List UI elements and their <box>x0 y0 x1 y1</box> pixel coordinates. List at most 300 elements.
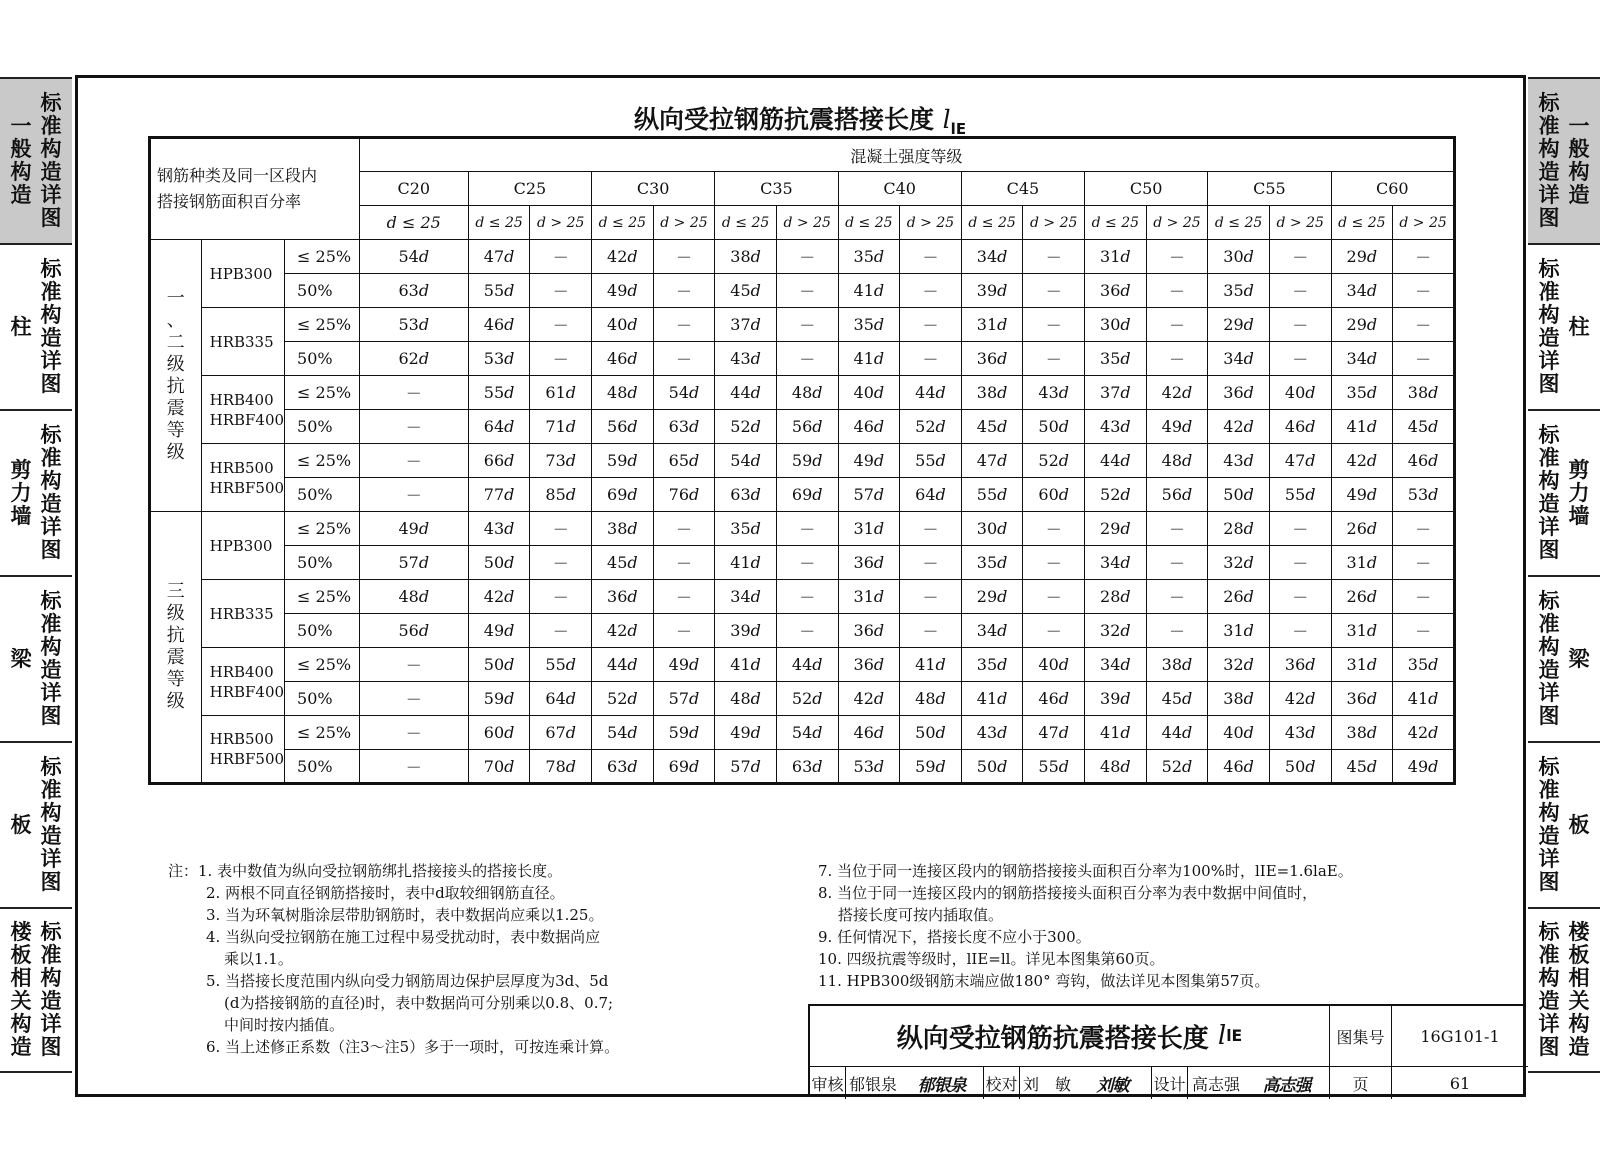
lap-value-cell: 41d <box>961 682 1023 716</box>
review-label: 审核 <box>810 1067 846 1099</box>
lap-value-cell: － <box>359 682 468 716</box>
lap-value-cell: 48d <box>715 682 777 716</box>
lap-value-cell: － <box>653 308 715 342</box>
lap-value-cell: － <box>530 614 592 648</box>
right-sidebar-tab-5[interactable] <box>1528 907 1600 1073</box>
lap-value-cell: 37d <box>1085 376 1147 410</box>
lap-value-cell: 46d <box>1393 444 1455 478</box>
lap-value-cell: 47d <box>1269 444 1331 478</box>
lap-value-cell: 46d <box>1208 750 1270 784</box>
lap-length-table <box>148 136 1456 785</box>
note-line: 2. 两根不同直径钢筋搭接时，表中d取较细钢筋直径。 <box>206 884 565 902</box>
left-sidebar <box>0 77 72 1073</box>
lap-value-cell: 48d <box>1085 750 1147 784</box>
lap-value-cell: － <box>776 308 838 342</box>
percentage-cell: 50% <box>285 274 360 308</box>
steel-type <box>201 716 284 784</box>
lap-value-cell: 40d <box>838 376 900 410</box>
diameter-condition: d > 25 <box>1023 206 1085 240</box>
lap-value-cell: 52d <box>1146 750 1208 784</box>
lap-value-cell: 50d <box>468 546 530 580</box>
percentage-cell: 50% <box>285 478 360 512</box>
lap-value-cell: 44d <box>900 376 962 410</box>
percentage-cell: 50% <box>285 750 360 784</box>
lap-value-cell: 42d <box>468 580 530 614</box>
lap-value-cell: 50d <box>1208 478 1270 512</box>
percentage-cell: ≤ 25% <box>285 716 360 750</box>
lap-value-cell: － <box>1269 342 1331 376</box>
lap-value-cell: 64d <box>468 410 530 444</box>
right-sidebar <box>1528 77 1600 1073</box>
left-sidebar-tab-3[interactable] <box>0 575 72 741</box>
lap-value-cell: 49d <box>1393 750 1455 784</box>
right-sidebar-tab-1[interactable] <box>1528 243 1600 409</box>
lap-value-cell: － <box>359 376 468 410</box>
lap-value-cell: － <box>900 512 962 546</box>
diameter-condition: d > 25 <box>1393 206 1455 240</box>
lap-value-cell: 78d <box>530 750 592 784</box>
grade-header: C20 <box>359 172 468 206</box>
lap-value-cell: 32d <box>1208 546 1270 580</box>
lap-value-cell: 49d <box>1146 410 1208 444</box>
lap-value-cell: 54d <box>653 376 715 410</box>
lap-value-cell: － <box>359 716 468 750</box>
lap-value-cell: － <box>1023 240 1085 274</box>
lap-value-cell: － <box>776 274 838 308</box>
left-sidebar-tab-1[interactable] <box>0 243 72 409</box>
lap-value-cell: 39d <box>1085 682 1147 716</box>
lap-value-cell: 44d <box>715 376 777 410</box>
lap-value-cell: 54d <box>776 716 838 750</box>
lap-value-cell: 29d <box>961 580 1023 614</box>
note-line: 4. 当纵向受拉钢筋在施工过程中易受扰动时，表中数据尚应 <box>206 928 601 946</box>
right-sidebar-tab-label: 板 <box>1568 812 1590 837</box>
lap-value-cell: 47d <box>468 240 530 274</box>
lap-value-cell: － <box>1146 308 1208 342</box>
diameter-condition: d > 25 <box>530 206 592 240</box>
grade-header: C35 <box>715 172 838 206</box>
diameter-condition: d > 25 <box>1146 206 1208 240</box>
lap-value-cell: － <box>653 274 715 308</box>
lap-value-cell: 63d <box>592 750 654 784</box>
steel-name: HPB300 <box>209 264 273 283</box>
lap-value-cell: 43d <box>715 342 777 376</box>
designer-name: 高志强 <box>1191 1074 1240 1094</box>
lap-value-cell: － <box>653 614 715 648</box>
lap-value-cell: － <box>1146 614 1208 648</box>
lap-value-cell: 40d <box>1023 648 1085 682</box>
percentage-cell: ≤ 25% <box>285 580 360 614</box>
page-number: 61 <box>1449 1073 1471 1093</box>
left-sidebar-tab-label: 标 准 构 造 详 图 <box>40 755 62 894</box>
lap-value-cell: 57d <box>653 682 715 716</box>
check-label: 校对 <box>984 1067 1020 1099</box>
lap-value-cell: 34d <box>1085 648 1147 682</box>
lap-value-cell: 42d <box>1146 376 1208 410</box>
lap-value-cell: 52d <box>1023 444 1085 478</box>
diameter-condition: d > 25 <box>653 206 715 240</box>
note-line: 3. 当为环氧树脂涂层带肋钢筋时，表中数据尚应乘以1.25。 <box>206 906 604 924</box>
lap-value-cell: 34d <box>715 580 777 614</box>
lap-value-cell: － <box>1269 308 1331 342</box>
lap-value-cell: － <box>1146 512 1208 546</box>
lap-value-cell: 29d <box>1208 308 1270 342</box>
lap-value-cell: － <box>530 512 592 546</box>
lap-value-cell: 40d <box>1208 716 1270 750</box>
lap-value-cell: 49d <box>359 512 468 546</box>
lap-value-cell: 71d <box>530 410 592 444</box>
lap-value-cell: 42d <box>1331 444 1393 478</box>
steel-type <box>201 580 284 648</box>
design-label: 设计 <box>1152 1067 1188 1099</box>
lap-value-cell: － <box>359 410 468 444</box>
lap-value-cell: 52d <box>592 682 654 716</box>
lap-value-cell: － <box>1023 580 1085 614</box>
lap-value-cell: － <box>776 342 838 376</box>
lap-value-cell: － <box>1393 512 1455 546</box>
left-sidebar-tab-label: 标 准 构 造 详 图 <box>40 91 62 230</box>
lap-value-cell: 32d <box>1208 648 1270 682</box>
lap-value-cell: － <box>1023 614 1085 648</box>
seismic-grade-label: 一 、 二 级 抗 震 等 级 <box>150 240 202 512</box>
left-sidebar-tab-label: 一 般 构 造 <box>10 114 32 207</box>
lap-value-cell: 44d <box>1085 444 1147 478</box>
lap-value-cell: 41d <box>838 274 900 308</box>
lap-value-cell: 63d <box>776 750 838 784</box>
lap-value-cell: － <box>1393 546 1455 580</box>
lap-value-cell: 52d <box>715 410 777 444</box>
lap-value-cell: 29d <box>1331 308 1393 342</box>
lap-value-cell: 48d <box>776 376 838 410</box>
lap-value-cell: 31d <box>961 308 1023 342</box>
steel-name: HRB500 HRBF500 <box>209 730 285 768</box>
right-sidebar-tab-label: 标 准 构 造 详 图 <box>1538 91 1560 230</box>
lap-value-cell: － <box>653 342 715 376</box>
lap-value-cell: 36d <box>961 342 1023 376</box>
lap-value-cell: － <box>1146 546 1208 580</box>
lap-value-cell: 64d <box>530 682 592 716</box>
lap-value-cell: 42d <box>1208 410 1270 444</box>
percentage-cell: 50% <box>285 342 360 376</box>
lap-value-cell: 42d <box>1393 716 1455 750</box>
lap-value-cell: 49d <box>653 648 715 682</box>
right-sidebar-tab-label: 梁 <box>1568 646 1590 671</box>
lap-value-cell: － <box>1269 240 1331 274</box>
lap-value-cell: 50d <box>1269 750 1331 784</box>
atlas-label: 图集号 <box>1330 1006 1392 1067</box>
lap-value-cell: － <box>1393 308 1455 342</box>
lap-value-cell: － <box>1023 546 1085 580</box>
lap-value-cell: － <box>1023 342 1085 376</box>
lap-value-cell: 59d <box>900 750 962 784</box>
lap-value-cell: 30d <box>1085 308 1147 342</box>
table-row <box>150 682 1455 716</box>
lap-value-cell: － <box>359 750 468 784</box>
lap-value-cell: － <box>530 240 592 274</box>
lap-value-cell: 31d <box>838 512 900 546</box>
note-line: (d为搭接钢筋的直径)时，表中数据尚可分别乘以0.8、0.7; <box>224 994 614 1012</box>
lap-value-cell: 55d <box>1023 750 1085 784</box>
page-title: 纵向受拉钢筋抗震搭接长度 $l_{lE}$ <box>633 105 967 138</box>
lap-value-cell: 59d <box>468 682 530 716</box>
corner-line: 搭接钢筋面积百分率 <box>157 192 302 211</box>
lap-value-cell: 38d <box>592 512 654 546</box>
lap-value-cell: 54d <box>715 444 777 478</box>
steel-type <box>201 240 284 308</box>
percentage-cell: ≤ 25% <box>285 308 360 342</box>
lap-value-cell: － <box>900 342 962 376</box>
lap-value-cell: 36d <box>592 580 654 614</box>
lap-value-cell: 46d <box>838 410 900 444</box>
right-sidebar-tab-label: 标 准 构 造 详 图 <box>1538 920 1560 1059</box>
lap-value-cell: 49d <box>715 716 777 750</box>
lap-value-cell: 76d <box>653 478 715 512</box>
note-line: 8. 当位于同一连接区段内的钢筋搭接接头面积百分率为表中数据中间值时， <box>818 884 1318 902</box>
percentage-cell: 50% <box>285 546 360 580</box>
lap-value-cell: － <box>776 580 838 614</box>
lap-value-cell: 59d <box>592 444 654 478</box>
note-line: 乘以1.1。 <box>224 950 293 968</box>
right-sidebar-tab-label: 楼 板 相 关 构 造 <box>1568 920 1590 1059</box>
lap-value-cell: 45d <box>715 274 777 308</box>
lap-value-cell: 34d <box>1331 342 1393 376</box>
lap-value-cell: 65d <box>653 444 715 478</box>
notes-left <box>168 860 768 1058</box>
lap-value-cell: 55d <box>1269 478 1331 512</box>
left-sidebar-tab-label: 标 准 构 造 详 图 <box>40 920 62 1059</box>
lap-value-cell: 41d <box>715 546 777 580</box>
lap-value-cell: － <box>1269 546 1331 580</box>
lap-value-cell: 46d <box>592 342 654 376</box>
lap-value-cell: 67d <box>530 716 592 750</box>
steel-type <box>201 512 284 580</box>
lap-value-cell: 40d <box>592 308 654 342</box>
note-line: 9. 任何情况下，搭接长度不应小于300。 <box>818 928 1091 946</box>
lap-value-cell: 36d <box>1208 376 1270 410</box>
right-sidebar-tab-label: 标 准 构 造 详 图 <box>1538 257 1560 396</box>
lap-value-cell: 35d <box>838 308 900 342</box>
lap-value-cell: 60d <box>1023 478 1085 512</box>
lap-value-cell: 26d <box>1331 512 1393 546</box>
lap-value-cell: 28d <box>1085 580 1147 614</box>
lap-value-cell: 62d <box>359 342 468 376</box>
lap-value-cell: 48d <box>359 580 468 614</box>
lap-value-cell: 48d <box>592 376 654 410</box>
lap-value-cell: － <box>530 308 592 342</box>
lap-value-cell: 61d <box>530 376 592 410</box>
diameter-condition: d > 25 <box>776 206 838 240</box>
lap-value-cell: 43d <box>468 512 530 546</box>
right-sidebar-tab-2[interactable] <box>1528 409 1600 575</box>
lap-value-cell: 35d <box>1331 376 1393 410</box>
lap-value-cell: － <box>1269 614 1331 648</box>
note-line: 搭接长度可按内插取值。 <box>838 906 1004 924</box>
lap-value-cell: 38d <box>1146 648 1208 682</box>
lap-value-cell: 34d <box>961 614 1023 648</box>
lap-value-cell: 36d <box>1331 682 1393 716</box>
lap-value-cell: 41d <box>1393 682 1455 716</box>
lap-value-cell: 34d <box>1331 274 1393 308</box>
lap-value-cell: 41d <box>715 648 777 682</box>
grade-header: C55 <box>1208 172 1331 206</box>
right-sidebar-tab-label: 一 般 构 造 <box>1568 114 1590 207</box>
lap-value-cell: 36d <box>838 546 900 580</box>
steel-type <box>201 376 284 444</box>
lap-value-cell: 35d <box>961 648 1023 682</box>
lap-value-cell: 69d <box>776 478 838 512</box>
percentage-cell: 50% <box>285 410 360 444</box>
lap-value-cell: 45d <box>1393 410 1455 444</box>
left-sidebar-tab-label: 楼 板 相 关 构 造 <box>10 920 32 1059</box>
steel-name: HPB300 <box>209 536 273 555</box>
lap-value-cell: 54d <box>359 240 468 274</box>
table-corner-header <box>150 138 360 240</box>
steel-type <box>201 444 284 512</box>
right-sidebar-tab-3[interactable] <box>1528 575 1600 741</box>
grade-header: C60 <box>1331 172 1454 206</box>
steel-name: HRB500 HRBF500 <box>209 458 285 497</box>
table-row <box>150 342 1455 376</box>
lap-value-cell: － <box>776 614 838 648</box>
lap-value-cell: 41d <box>838 342 900 376</box>
lap-value-cell: 39d <box>715 614 777 648</box>
lap-value-cell: 36d <box>1085 274 1147 308</box>
lap-value-cell: 55d <box>530 648 592 682</box>
lap-value-cell: 59d <box>653 716 715 750</box>
lap-value-cell: 53d <box>468 342 530 376</box>
table-row <box>150 614 1455 648</box>
lap-value-cell: 38d <box>1208 682 1270 716</box>
lap-value-cell: 49d <box>468 614 530 648</box>
note-line: 7. 当位于同一连接区段内的钢筋搭接接头面积百分率为100%时，lIE=1.6laE。 <box>818 862 1353 880</box>
lap-value-cell: 31d <box>1085 240 1147 274</box>
lap-value-cell: 54d <box>592 716 654 750</box>
lap-value-cell: － <box>776 546 838 580</box>
lap-value-cell: 38d <box>1331 716 1393 750</box>
lap-value-cell: 35d <box>1208 274 1270 308</box>
diameter-condition: d ≤ 25 <box>961 206 1023 240</box>
lap-value-cell: － <box>1393 274 1455 308</box>
lap-value-cell: 55d <box>468 274 530 308</box>
table-row <box>150 274 1455 308</box>
lap-value-cell: － <box>900 614 962 648</box>
table-row <box>150 308 1455 342</box>
diameter-condition: d ≤ 25 <box>1085 206 1147 240</box>
reviewer-name: 郁银泉 <box>848 1074 897 1094</box>
diameter-condition: d ≤ 25 <box>838 206 900 240</box>
lap-value-cell: 31d <box>838 580 900 614</box>
right-sidebar-tab-label: 标 准 构 造 详 图 <box>1538 755 1560 894</box>
lap-value-cell: － <box>900 240 962 274</box>
lap-value-cell: 46d <box>1023 682 1085 716</box>
lap-value-cell: － <box>1393 580 1455 614</box>
reviewer-signature: 郁银泉 <box>900 1067 984 1099</box>
title-block <box>808 1004 1526 1097</box>
lap-value-cell: 64d <box>900 478 962 512</box>
note-line: 11. HPB300级钢筋末端应做180° 弯钩，做法详见本图集第57页。 <box>818 972 1270 990</box>
title-block-title: 纵向受拉钢筋抗震搭接长度 l lE <box>810 1006 1330 1067</box>
lap-value-cell: 29d <box>1331 240 1393 274</box>
percentage-cell: ≤ 25% <box>285 376 360 410</box>
lap-value-cell: 45d <box>961 410 1023 444</box>
atlas-number: 16G101-1 <box>1392 1006 1528 1067</box>
left-sidebar-tab-5[interactable] <box>0 907 72 1073</box>
lap-value-cell: － <box>1146 274 1208 308</box>
lap-value-cell: 42d <box>592 240 654 274</box>
diameter-condition: d > 25 <box>900 206 962 240</box>
right-sidebar-tab-4[interactable] <box>1528 741 1600 907</box>
note-line: 10. 四级抗震等级时，lIE=ll。详见本图集第60页。 <box>818 950 1165 968</box>
lap-value-cell: 50d <box>1023 410 1085 444</box>
lap-value-cell: － <box>1269 580 1331 614</box>
note-line: 中间时按内插值。 <box>224 1016 345 1034</box>
lap-value-cell: 37d <box>715 308 777 342</box>
left-sidebar-tab-label: 标 准 构 造 详 图 <box>40 423 62 562</box>
lap-value-cell: － <box>1146 580 1208 614</box>
lap-value-cell: － <box>900 580 962 614</box>
lap-value-cell: 32d <box>1085 614 1147 648</box>
lap-value-cell: 73d <box>530 444 592 478</box>
lap-value-cell: 69d <box>653 750 715 784</box>
lap-value-cell: 45d <box>1146 682 1208 716</box>
lap-value-cell: 55d <box>961 478 1023 512</box>
lap-value-cell: 34d <box>961 240 1023 274</box>
percentage-cell: 50% <box>285 614 360 648</box>
lap-value-cell: － <box>1146 342 1208 376</box>
lap-value-cell: 41d <box>900 648 962 682</box>
left-sidebar-tab-2[interactable] <box>0 409 72 575</box>
lap-value-cell: 35d <box>961 546 1023 580</box>
lap-value-cell: － <box>530 580 592 614</box>
grade-header: C50 <box>1085 172 1208 206</box>
lap-value-cell: 60d <box>468 716 530 750</box>
lap-value-cell: 31d <box>1331 546 1393 580</box>
percentage-cell: ≤ 25% <box>285 240 360 274</box>
lap-value-cell: 47d <box>1023 716 1085 750</box>
note-line: 5. 当搭接长度范围内纵向受力钢筋周边保护层厚度为3d、5d <box>206 972 609 990</box>
lap-value-cell: 50d <box>961 750 1023 784</box>
left-sidebar-tab-label: 标 准 构 造 详 图 <box>40 589 62 728</box>
lap-value-cell: 38d <box>1393 376 1455 410</box>
left-sidebar-tab-4[interactable] <box>0 741 72 907</box>
lap-value-cell: － <box>900 274 962 308</box>
lap-value-cell: 42d <box>1269 682 1331 716</box>
lap-value-cell: 34d <box>1085 546 1147 580</box>
lap-value-cell: 41d <box>1331 410 1393 444</box>
lap-value-cell: 56d <box>359 614 468 648</box>
lap-value-cell: 57d <box>838 478 900 512</box>
lap-value-cell: － <box>776 240 838 274</box>
lap-value-cell: 49d <box>592 274 654 308</box>
lap-value-cell: 48d <box>900 682 962 716</box>
lap-value-cell: － <box>359 648 468 682</box>
lap-value-cell: 43d <box>961 716 1023 750</box>
lap-value-cell: 63d <box>359 274 468 308</box>
left-sidebar-tab-label: 剪 力 墙 <box>10 457 32 528</box>
diameter-condition: d ≤ 25 <box>715 206 777 240</box>
lap-value-cell: － <box>530 274 592 308</box>
note-line: 6. 当上述修正系数（注3～注5）多于一项时，可按连乘计算。 <box>206 1038 620 1056</box>
lap-value-cell: 38d <box>715 240 777 274</box>
table-row <box>150 376 1455 410</box>
left-sidebar-tab-label: 板 <box>10 812 32 837</box>
lap-value-cell: － <box>1269 274 1331 308</box>
lap-value-cell: 28d <box>1208 512 1270 546</box>
left-sidebar-tab-label: 标 准 构 造 详 图 <box>40 257 62 396</box>
lap-value-cell: 55d <box>468 376 530 410</box>
lap-value-cell: － <box>1269 512 1331 546</box>
lap-value-cell: 30d <box>961 512 1023 546</box>
